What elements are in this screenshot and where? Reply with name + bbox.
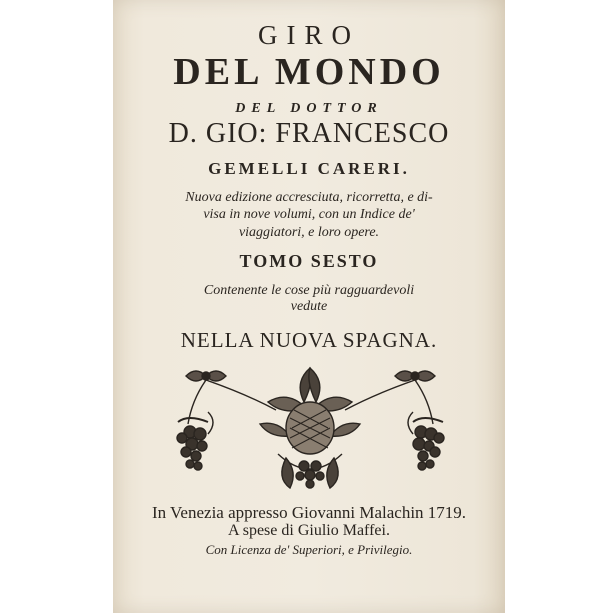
edition-line-1: Nuova edizione accresciuta, ricorretta, e di-	[185, 190, 433, 205]
edition-line-2: visa in nove volumi, con un Indice de'	[203, 207, 415, 222]
volume-label: TOMO SESTO	[239, 251, 379, 271]
author-name-2: GEMELLI CARERI.	[208, 159, 410, 178]
author-name-1: D. GIO: FRANCESCO	[168, 118, 450, 149]
fruit-basket-woodcut-icon	[168, 362, 453, 492]
region-title: NELLA NUOVA SPAGNA.	[180, 328, 438, 352]
contents-line-1: Contenente le cose più ragguardevoli	[203, 283, 415, 298]
imprint-line-3: Con Licenza de' Superiori, e Privilegio.	[205, 542, 413, 557]
book-page	[113, 0, 505, 613]
del-dottor: DEL DOTTOR	[235, 101, 383, 116]
imprint-line-2: A spese di Giulio Maffei.	[228, 522, 390, 539]
contents-line-2: vedute	[290, 299, 328, 314]
edition-line-3: viaggiatori, e loro opere.	[238, 225, 380, 240]
imprint-line-1: In Venezia appresso Giovanni Malachin 1719.	[151, 503, 467, 522]
title-del-mondo: DEL MONDO	[173, 51, 445, 93]
title-giro: GIRO	[258, 20, 360, 50]
